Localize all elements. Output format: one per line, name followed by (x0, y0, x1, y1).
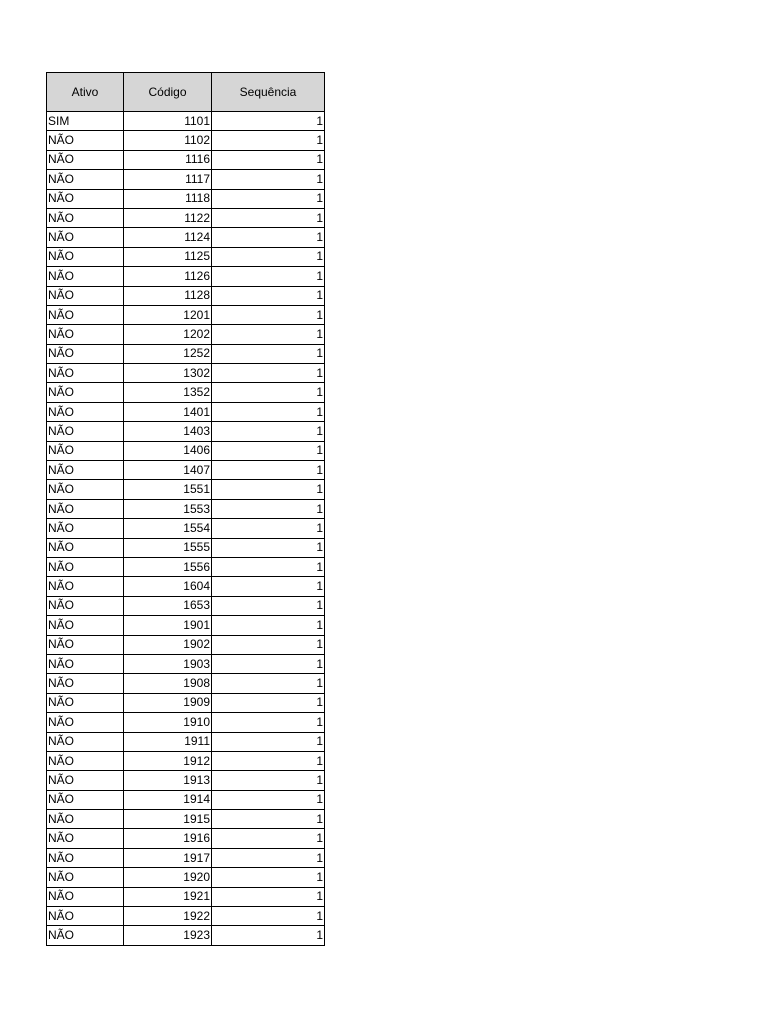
cell-sequencia: 1 (212, 654, 325, 673)
table-row (47, 112, 325, 131)
header-row (47, 73, 325, 112)
cell-codigo: 1914 (124, 790, 212, 809)
cell-codigo: 1118 (124, 189, 212, 208)
data-table (46, 72, 325, 946)
cell-sequencia: 1 (212, 519, 325, 538)
cell-ativo: NÃO (47, 499, 124, 518)
table-row (47, 751, 325, 770)
cell-ativo: NÃO (47, 751, 124, 770)
cell-sequencia: 1 (212, 868, 325, 887)
table-row (47, 732, 325, 751)
cell-ativo: NÃO (47, 480, 124, 499)
table-row (47, 131, 325, 150)
cell-codigo: 1923 (124, 926, 212, 945)
table-row (47, 790, 325, 809)
cell-codigo: 1553 (124, 499, 212, 518)
cell-codigo: 1920 (124, 868, 212, 887)
cell-sequencia: 1 (212, 228, 325, 247)
cell-ativo: NÃO (47, 150, 124, 169)
table-row (47, 402, 325, 421)
table-row (47, 907, 325, 926)
cell-sequencia: 1 (212, 325, 325, 344)
cell-codigo: 1911 (124, 732, 212, 751)
cell-sequencia: 1 (212, 732, 325, 751)
cell-sequencia: 1 (212, 305, 325, 324)
cell-codigo: 1252 (124, 344, 212, 363)
table-row (47, 305, 325, 324)
cell-ativo: NÃO (47, 422, 124, 441)
table-row (47, 557, 325, 576)
cell-ativo: NÃO (47, 538, 124, 557)
header-codigo: Código (124, 73, 212, 112)
table-row (47, 713, 325, 732)
cell-ativo: NÃO (47, 596, 124, 615)
table-row (47, 480, 325, 499)
cell-ativo: NÃO (47, 848, 124, 867)
cell-codigo: 1403 (124, 422, 212, 441)
cell-ativo: NÃO (47, 228, 124, 247)
table-row (47, 170, 325, 189)
cell-sequencia: 1 (212, 480, 325, 499)
cell-codigo: 1915 (124, 810, 212, 829)
table-row (47, 422, 325, 441)
cell-codigo: 1913 (124, 771, 212, 790)
cell-sequencia: 1 (212, 771, 325, 790)
cell-codigo: 1556 (124, 557, 212, 576)
cell-ativo: NÃO (47, 519, 124, 538)
cell-ativo: NÃO (47, 267, 124, 286)
table-row (47, 267, 325, 286)
cell-ativo: NÃO (47, 247, 124, 266)
cell-sequencia: 1 (212, 150, 325, 169)
cell-sequencia: 1 (212, 208, 325, 227)
cell-ativo: NÃO (47, 364, 124, 383)
table-row (47, 441, 325, 460)
table-row (47, 461, 325, 480)
cell-codigo: 1910 (124, 713, 212, 732)
table-row (47, 926, 325, 945)
table-row (47, 654, 325, 673)
table-row (47, 848, 325, 867)
cell-ativo: NÃO (47, 325, 124, 344)
cell-sequencia: 1 (212, 790, 325, 809)
cell-codigo: 1912 (124, 751, 212, 770)
cell-sequencia: 1 (212, 267, 325, 286)
table-row (47, 247, 325, 266)
cell-ativo: NÃO (47, 402, 124, 421)
cell-sequencia: 1 (212, 751, 325, 770)
cell-ativo: NÃO (47, 577, 124, 596)
cell-ativo: NÃO (47, 810, 124, 829)
cell-ativo: NÃO (47, 674, 124, 693)
cell-ativo: NÃO (47, 383, 124, 402)
cell-codigo: 1128 (124, 286, 212, 305)
cell-codigo: 1921 (124, 887, 212, 906)
cell-ativo: NÃO (47, 868, 124, 887)
cell-sequencia: 1 (212, 713, 325, 732)
cell-sequencia: 1 (212, 674, 325, 693)
table-row (47, 383, 325, 402)
cell-sequencia: 1 (212, 926, 325, 945)
cell-codigo: 1555 (124, 538, 212, 557)
cell-sequencia: 1 (212, 402, 325, 421)
cell-codigo: 1917 (124, 848, 212, 867)
table-row (47, 286, 325, 305)
cell-sequencia: 1 (212, 441, 325, 460)
table-row (47, 325, 325, 344)
table-body (47, 112, 325, 946)
cell-codigo: 1551 (124, 480, 212, 499)
table-row (47, 189, 325, 208)
cell-ativo: NÃO (47, 635, 124, 654)
table-row (47, 538, 325, 557)
cell-ativo: NÃO (47, 557, 124, 576)
cell-codigo: 1102 (124, 131, 212, 150)
table-row (47, 499, 325, 518)
cell-ativo: NÃO (47, 286, 124, 305)
table-row (47, 693, 325, 712)
cell-sequencia: 1 (212, 170, 325, 189)
cell-ativo: NÃO (47, 907, 124, 926)
cell-ativo: NÃO (47, 441, 124, 460)
cell-codigo: 1116 (124, 150, 212, 169)
cell-sequencia: 1 (212, 810, 325, 829)
cell-sequencia: 1 (212, 693, 325, 712)
cell-ativo: NÃO (47, 732, 124, 751)
table-row (47, 635, 325, 654)
cell-sequencia: 1 (212, 189, 325, 208)
cell-ativo: NÃO (47, 829, 124, 848)
cell-sequencia: 1 (212, 286, 325, 305)
table-row (47, 674, 325, 693)
cell-sequencia: 1 (212, 907, 325, 926)
cell-sequencia: 1 (212, 499, 325, 518)
cell-sequencia: 1 (212, 422, 325, 441)
cell-codigo: 1302 (124, 364, 212, 383)
cell-codigo: 1908 (124, 674, 212, 693)
table-row (47, 519, 325, 538)
cell-ativo: NÃO (47, 887, 124, 906)
cell-ativo: SIM (47, 112, 124, 131)
table-row (47, 771, 325, 790)
cell-ativo: NÃO (47, 926, 124, 945)
table-row (47, 228, 325, 247)
cell-ativo: NÃO (47, 654, 124, 673)
cell-codigo: 1653 (124, 596, 212, 615)
cell-sequencia: 1 (212, 247, 325, 266)
table-row (47, 887, 325, 906)
table-row (47, 596, 325, 615)
cell-sequencia: 1 (212, 848, 325, 867)
cell-codigo: 1202 (124, 325, 212, 344)
cell-ativo: NÃO (47, 344, 124, 363)
cell-codigo: 1201 (124, 305, 212, 324)
cell-codigo: 1407 (124, 461, 212, 480)
table-header (47, 73, 325, 112)
cell-codigo: 1903 (124, 654, 212, 673)
table-row (47, 829, 325, 848)
cell-ativo: NÃO (47, 693, 124, 712)
table-row (47, 577, 325, 596)
cell-ativo: NÃO (47, 208, 124, 227)
cell-ativo: NÃO (47, 616, 124, 635)
cell-ativo: NÃO (47, 461, 124, 480)
table-row (47, 810, 325, 829)
cell-sequencia: 1 (212, 577, 325, 596)
table-row (47, 364, 325, 383)
cell-codigo: 1901 (124, 616, 212, 635)
cell-codigo: 1126 (124, 267, 212, 286)
table-row (47, 344, 325, 363)
cell-sequencia: 1 (212, 131, 325, 150)
cell-codigo: 1406 (124, 441, 212, 460)
table-row (47, 150, 325, 169)
cell-sequencia: 1 (212, 112, 325, 131)
cell-sequencia: 1 (212, 383, 325, 402)
cell-codigo: 1902 (124, 635, 212, 654)
cell-ativo: NÃO (47, 305, 124, 324)
cell-ativo: NÃO (47, 189, 124, 208)
cell-sequencia: 1 (212, 635, 325, 654)
cell-sequencia: 1 (212, 829, 325, 848)
cell-codigo: 1101 (124, 112, 212, 131)
header-sequencia: Sequência (212, 73, 325, 112)
cell-codigo: 1554 (124, 519, 212, 538)
table-row (47, 208, 325, 227)
table-row (47, 868, 325, 887)
cell-ativo: NÃO (47, 170, 124, 189)
table-row (47, 616, 325, 635)
header-ativo: Ativo (47, 73, 124, 112)
cell-sequencia: 1 (212, 461, 325, 480)
cell-codigo: 1916 (124, 829, 212, 848)
cell-sequencia: 1 (212, 596, 325, 615)
cell-sequencia: 1 (212, 364, 325, 383)
cell-codigo: 1909 (124, 693, 212, 712)
cell-ativo: NÃO (47, 713, 124, 732)
cell-sequencia: 1 (212, 887, 325, 906)
cell-codigo: 1401 (124, 402, 212, 421)
cell-ativo: NÃO (47, 131, 124, 150)
cell-sequencia: 1 (212, 538, 325, 557)
cell-sequencia: 1 (212, 344, 325, 363)
cell-codigo: 1117 (124, 170, 212, 189)
cell-codigo: 1125 (124, 247, 212, 266)
cell-codigo: 1124 (124, 228, 212, 247)
cell-sequencia: 1 (212, 616, 325, 635)
cell-ativo: NÃO (47, 790, 124, 809)
cell-codigo: 1352 (124, 383, 212, 402)
cell-ativo: NÃO (47, 771, 124, 790)
cell-sequencia: 1 (212, 557, 325, 576)
cell-codigo: 1922 (124, 907, 212, 926)
cell-codigo: 1122 (124, 208, 212, 227)
cell-codigo: 1604 (124, 577, 212, 596)
